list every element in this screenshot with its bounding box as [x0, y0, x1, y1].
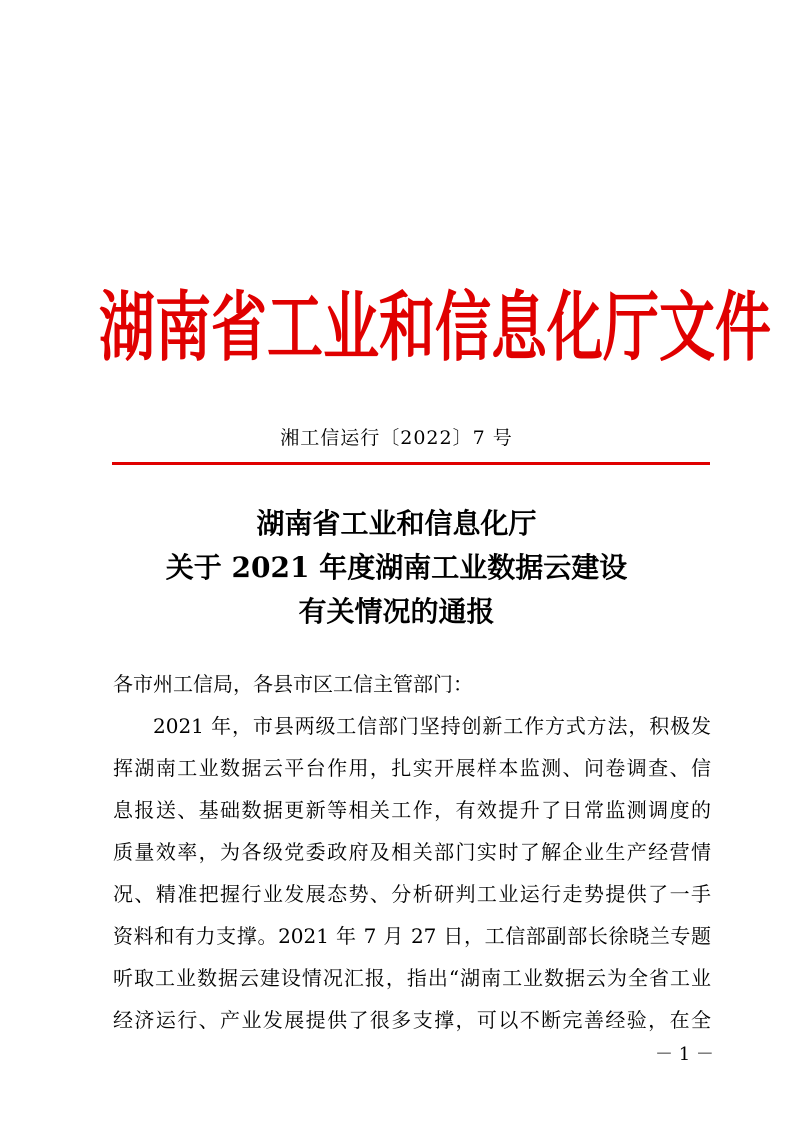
document-number: 湘工信运行〔2022〕7 号: [280, 427, 513, 449]
body-line-3: 息报送、基础数据更新等相关工作，有效提升了日常监测调度的: [113, 798, 711, 822]
body-line-2: 挥湖南工业数据云平台作用，扎实开展样本监测、问卷调查、信: [113, 756, 711, 780]
document-masthead: 湖南省工业和信息化厅文件: [99, 283, 771, 373]
title-line-3: 有关情况的通报: [298, 595, 495, 628]
body-line-6: 资料和有力支撑。2021 年 7 月 27 日，工信部副部长徐晓兰专题: [113, 924, 711, 948]
page-number: － 1 －: [655, 1044, 714, 1065]
body-line-7: 听取工业数据云建设情况汇报，指出“湖南工业数据云为全省工业: [113, 966, 711, 990]
document-title: [0, 502, 793, 634]
red-separator-rule: [112, 462, 710, 465]
body-line-1: 2021 年，市县两级工信部门坚持创新工作方式方法，积极发: [153, 714, 711, 738]
body-line-8: 经济运行、产业发展提供了很多支撑，可以不断完善经验，在全: [113, 1008, 711, 1032]
title-line-1: 湖南省工业和信息化厅: [256, 507, 537, 540]
body-line-5: 况、精准把握行业发展态势、分析研判工业运行走势提供了一手: [113, 882, 711, 906]
body-line-4: 质量效率，为各级党委政府及相关部门实时了解企业生产经营情: [113, 840, 711, 864]
title-line-2: 关于 2021 年度湖南工业数据云建设: [165, 551, 628, 584]
salutation: 各市州工信局，各县市区工信主管部门：: [113, 672, 473, 696]
